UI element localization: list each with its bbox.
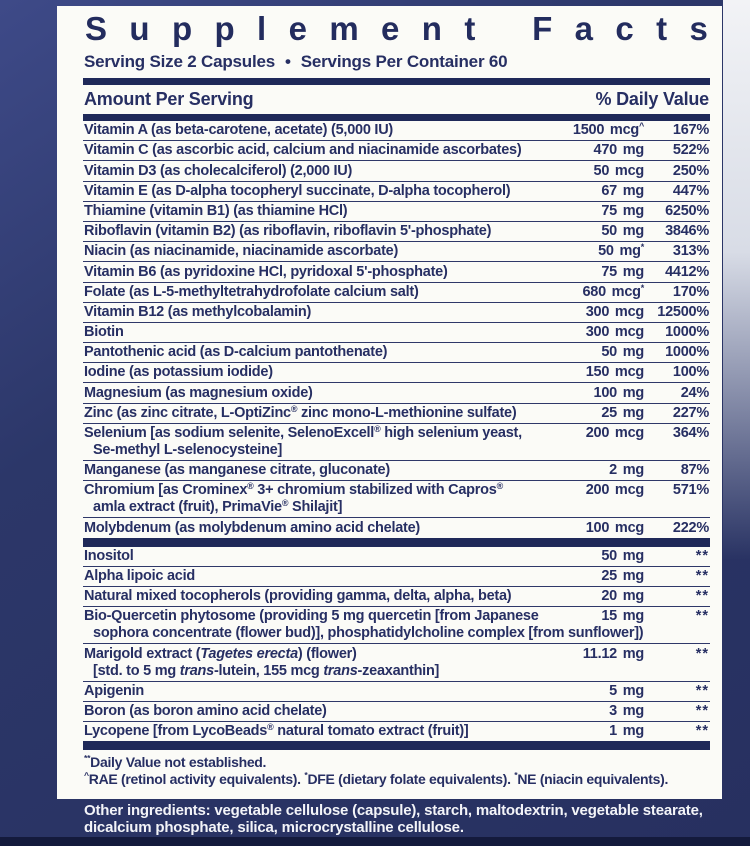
title-letter: t [656,10,668,47]
nutrient-daily-value: 522% [672,142,709,159]
nutrient-name-line2: [std. to 5 mg trans-lutein, 155 mcg trans-zeaxanthin] [93,662,440,679]
table-row [83,262,710,282]
amount-per-serving-header: Amount Per Serving [84,89,254,109]
table-row [83,702,710,722]
title-letter: F [532,10,553,47]
nutrient-amount: 15 mg [601,608,644,625]
nutrient-name: Selenium [as sodium selenite, SelenoExcell® high selenium yeast, [84,424,522,441]
nutrient-amount: 50 mcg [593,162,644,179]
nutrient-name: Alpha lipoic acid [84,567,195,584]
nutrient-name: Riboflavin (vitamin B2) (as riboflavin, riboflavin 5'-phosphate) [84,223,492,240]
table-row [83,518,710,537]
other-ingredients-text: vegetable cellulose (capsule), starch, maltodextrin, vegetable stearate, dicalcium phosphate, silica, microcrystalline cellulose. [84,802,703,836]
bullet-separator: • [284,52,291,71]
title-letter: c [615,10,634,47]
other-actives-table [83,547,710,742]
nutrient-daily-value: 100% [672,364,709,381]
nutrient-name: Vitamin E (as D-alpha tocopheryl succinate, D-alpha tocopherol) [84,182,511,199]
title-letter: u [129,10,150,47]
nutrient-amount: 75 mg [601,263,644,280]
nutrient-name: Inositol [84,547,134,564]
table-row [83,383,710,403]
title-letter: l [257,10,267,47]
nutrient-amount: 680 mcg* [582,282,644,300]
nutrient-amount: 150 mcg [585,364,644,381]
nutrient-daily-value: 1000% [665,344,709,361]
nutrient-amount: 20 mg [601,588,644,605]
nutrient-name: Zinc (as zinc citrate, L-OptiZinc® zinc mono-L-methionine sulfate) [84,403,517,421]
nutrient-daily-value: 364% [672,425,709,441]
nutrient-name: Bio-Quercetin phytosome (providing 5 mg quercetin [from Japanese [84,608,539,625]
nutrient-amount: 300 mcg [585,324,644,341]
nutrient-name: Boron (as boron amino acid chelate) [84,702,327,719]
table-row [83,222,710,242]
nutrient-amount: 5 mg [609,682,644,699]
nutrient-name: Lycopene [from LycoBeads® natural tomato extract (fruit)] [84,722,469,740]
nutrient-name: Niacin (as niacinamide, niacinamide ascorbate) [84,243,399,260]
nutrient-amount: 50 mg [601,547,644,564]
title-letter: e [381,10,400,47]
title-letter: S [85,10,108,47]
nutrient-name: Iodine (as potassium iodide) [84,364,273,381]
nutrient-name: Vitamin B6 (as pyridoxine HCl, pyridoxal 5'-phosphate) [84,263,448,280]
table-row [83,303,710,323]
nutrient-name: Folate (as L-5-methyltetrahydrofolate calcium salt) [84,283,419,300]
table-row [83,587,710,607]
nutrient-amount: 300 mcg [585,303,644,320]
nutrient-daily-value: 4412% [665,263,709,280]
nutrient-daily-value: 1000% [665,324,709,341]
nutrient-name: Molybdenum (as molybdenum amino acid chelate) [84,519,421,536]
nutrient-daily-value: 167% [672,122,709,139]
table-row [83,121,710,141]
other-ingredients [84,803,722,836]
table-row [83,283,710,303]
table-row [83,547,710,567]
nutrient-daily-value: 571% [672,482,709,499]
supplement-facts-panel [57,6,722,799]
table-row [83,343,710,363]
table-row [83,722,710,741]
table-row [83,404,710,424]
nutrient-name: Chromium [as Crominex® 3+ chromium stabilized with Capros® [84,481,503,499]
table-row [83,481,710,518]
table-row [83,323,710,343]
bottle-glare [723,0,750,560]
title-letter: p [214,10,235,47]
nutrients-table [83,121,710,538]
section-divider [83,741,710,750]
title-letter [498,10,510,48]
nutrient-daily-value: ** [695,588,709,605]
title-letter: t [464,10,476,47]
table-row [83,202,710,222]
nutrient-daily-value: 447% [672,182,709,199]
title-letter: n [421,10,442,47]
table-row [83,644,710,681]
title-letter: p [171,10,193,47]
table-row [83,242,710,262]
nutrient-amount: 1500 mcg^ [572,121,644,139]
table-row [83,682,710,702]
nutrient-name: Pantothenic acid (as D-calcium pantothenate) [84,344,388,361]
nutrient-daily-value: 313% [672,243,709,260]
table-row [83,363,710,383]
nutrient-daily-value: 24% [680,384,709,401]
nutrient-daily-value: ** [695,645,709,662]
nutrient-daily-value: ** [695,723,709,740]
nutrient-daily-value: 222% [672,519,709,536]
nutrient-name: Vitamin B12 (as methylcobalamin) [84,303,312,320]
nutrient-amount: 200 mcg [585,425,644,441]
nutrient-amount: 200 mcg [585,482,644,499]
nutrient-name: Biotin [84,324,124,341]
nutrient-amount: 100 mg [593,384,644,401]
nutrient-amount: 50 mg [601,223,644,240]
table-row [83,182,710,202]
nutrient-daily-value: 12500% [657,303,709,320]
title-letter: m [329,10,359,47]
nutrient-name: Marigold extract (Tagetes erecta) (flower) [84,645,357,662]
table-row [83,607,710,644]
nutrient-daily-value: 6250% [665,202,709,219]
nutrient-amount: 3 mg [609,702,644,719]
column-headers [83,85,710,114]
nutrient-daily-value: ** [695,682,709,699]
nutrient-name: Vitamin C (as ascorbic acid, calcium and niacinamide ascorbates) [84,142,522,159]
nutrient-name: Vitamin A (as beta-carotene, acetate) (5,000 IU) [84,122,393,139]
nutrient-amount: 2 mg [609,462,644,479]
nutrient-name-line2: amla extract (fruit), PrimaVie® Shilajit] [93,498,343,516]
footnote-line: ^RAE (retinol activity equivalents). *DFE (dietary folate equivalents). *NE (niacin equivalents). [84,769,669,787]
nutrient-amount: 100 mcg [585,519,644,536]
serving-info [83,50,710,78]
table-row [83,424,710,461]
nutrient-amount: 50 mg* [598,242,644,260]
footnotes [83,750,710,787]
nutrient-name-line2: Se-methyl L-selenocysteine] [93,442,283,458]
nutrient-name: Thiamine (vitamin B1) (as thiamine HCl) [84,202,348,219]
title-letter: s [689,10,708,47]
table-row [83,567,710,587]
nutrient-amount: 25 mg [601,567,644,584]
nutrient-daily-value: 3846% [665,223,709,240]
nutrient-daily-value: ** [695,608,709,625]
nutrient-amount: 75 mg [601,202,644,219]
panel-title [83,8,710,50]
servings-per-container-text: Servings Per Container 60 [300,52,508,71]
nutrient-name: Magnesium (as magnesium oxide) [84,384,313,401]
nutrient-daily-value: 250% [672,162,709,179]
nutrient-daily-value: 170% [672,283,709,300]
nutrient-amount: 11.12 mg [582,645,644,662]
section-divider [83,538,710,547]
nutrient-daily-value: ** [695,547,709,564]
table-row [83,461,710,481]
nutrient-amount: 67 mg [601,182,644,199]
other-ingredients-label: Other ingredients: [84,802,211,819]
nutrient-name: Manganese (as manganese citrate, gluconate) [84,462,390,479]
nutrient-name-line2: sophora concentrate (flower bud)], phosphatidylcholine complex [from sunflower]) [93,625,644,642]
divider-thick [83,78,710,85]
nutrient-name: Natural mixed tocopherols (providing gamma, delta, alpha, beta) [84,588,512,605]
serving-size-text: Serving Size 2 Capsules [84,52,275,71]
daily-value-header: % Daily Value [595,89,709,109]
divider-thick [83,114,710,121]
bottle-bottom-shadow [0,837,750,846]
nutrient-amount: 1 mg [609,723,644,740]
footnote-line: **Daily Value not established. [84,753,267,771]
nutrient-daily-value: ** [695,567,709,584]
nutrient-name: Apigenin [84,682,145,699]
table-row [83,141,710,161]
nutrient-amount: 470 mg [593,142,644,159]
nutrient-daily-value: 227% [672,404,709,421]
title-letter: a [574,10,593,47]
title-letter: e [288,10,307,47]
nutrient-daily-value: ** [695,702,709,719]
nutrient-amount: 25 mg [601,404,644,421]
nutrient-amount: 50 mg [601,344,644,361]
table-row [83,161,710,181]
nutrient-name: Vitamin D3 (as cholecalciferol) (2,000 IU) [84,162,353,179]
nutrient-daily-value: 87% [680,462,709,479]
